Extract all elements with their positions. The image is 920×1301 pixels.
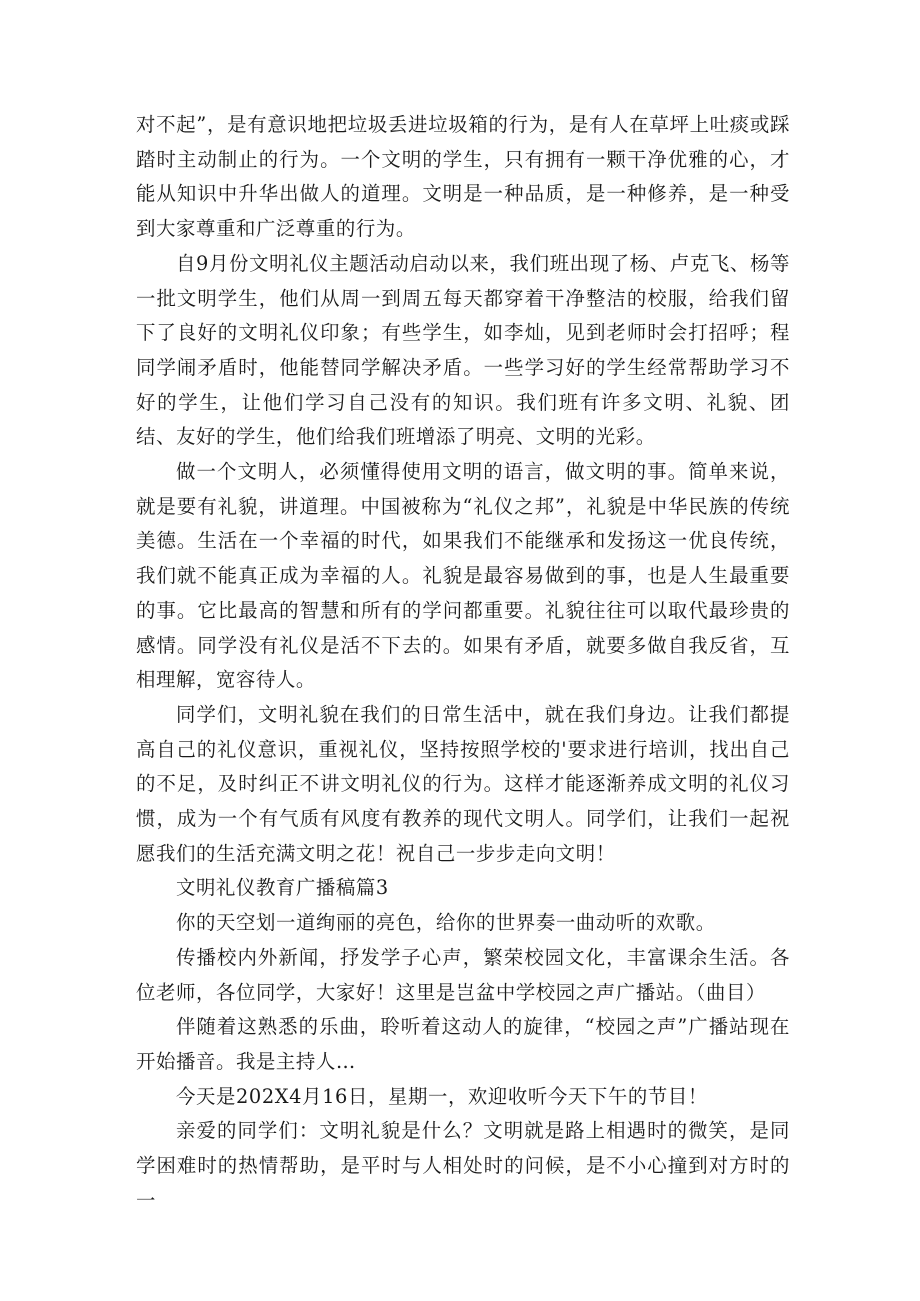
paragraph-be-civilized: 做一个文明人，必须懂得使用文明的语言，做文明的事。简单来说，就是要有礼貌，讲道理。中国被称为“礼仪之邦”，礼貌是中华民族的传统美德。生活在一个幸福的时代，如果我们不能继承和发扬这一优良传统，我们就不能真正成为幸福的人。礼貌是最容易做到的事，也是人生最重要的事。它比最高的智慧和所有的学问都重要。礼貌往往可以取代最珍贵的感情。同学没有礼仪是活不下去的。如果有矛盾，就要多做自我反省，互相理解，宽容待人。 (136, 460, 790, 692)
document-body (136, 108, 790, 1219)
broadcast-start: 伴随着这熟悉的乐曲，聆听着这动人的旋律，“校园之声”广播站现在开始播音。我是主持人… (136, 1015, 790, 1073)
broadcast-greeting: 传播校内外新闻，抒发学子心声，繁荣校园文化，丰富课余生活。各位老师，各位同学，大家好！这里是岂盆中学校园之声广播站。（曲目） (136, 945, 790, 1004)
paragraph-civilized-students: 自9月份文明礼仪主题活动启动以来，我们班出现了杨、卢克飞、杨等一批文明学生，他们从周一到周五每天都穿着干净整洁的校服，给我们留下了良好的文明礼仪印象；有些学生，如李灿，见到老师时会打招呼；程同学闹矛盾时，他能替同学解决矛盾。一些学习好的学生经常帮助学习不好的学生，让他们学习自己没有的知识。我们班有许多文明、礼貌、团结、友好的学生，他们给我们班增添了明亮、文明的光彩。 (136, 251, 790, 449)
broadcast-date: 今天是202X4月16日，星期一，欢迎收听今天下午的节目！ (176, 1084, 708, 1108)
section-heading: 文明礼仪教育广播稿篇3 (176, 876, 389, 900)
broadcast-opening: 你的天空划一道绚丽的亮色，给你的世界奏一曲动听的欢歌。 (176, 911, 716, 935)
paragraph-call-to-action: 同学们，文明礼貌在我们的日常生活中，就在我们身边。让我们都提高自己的礼仪意识，重视礼仪，坚持按照学校的'要求进行培训，找出自己的不足，及时纠正不讲文明礼仪的行为。这样才能逐渐养成文明的礼仪习惯，成为一个有气质有风度有教养的现代文明人。同学们，让我们一起祝愿我们的生活充满文明之花！祝自己一步步走向文明！ (136, 702, 790, 865)
paragraph-continued: 对不起”，是有意识地把垃圾丢进垃圾箱的行为，是有人在草坪上吐痰或踩踏时主动制止的行为。一个文明的学生，只有拥有一颗干净优雅的心，才能从知识中升华出做人的道理。文明是一种品质，是一种修养，是一种受到大家尊重和广泛尊重的行为。 (136, 113, 790, 241)
broadcast-topic: 亲爱的同学们：文明礼貌是什么？文明就是路上相遇时的微笑，是同学困难时的热情帮助，是平时与人相处时的问候，是不小心撞到对方时的一 (136, 1119, 790, 1212)
